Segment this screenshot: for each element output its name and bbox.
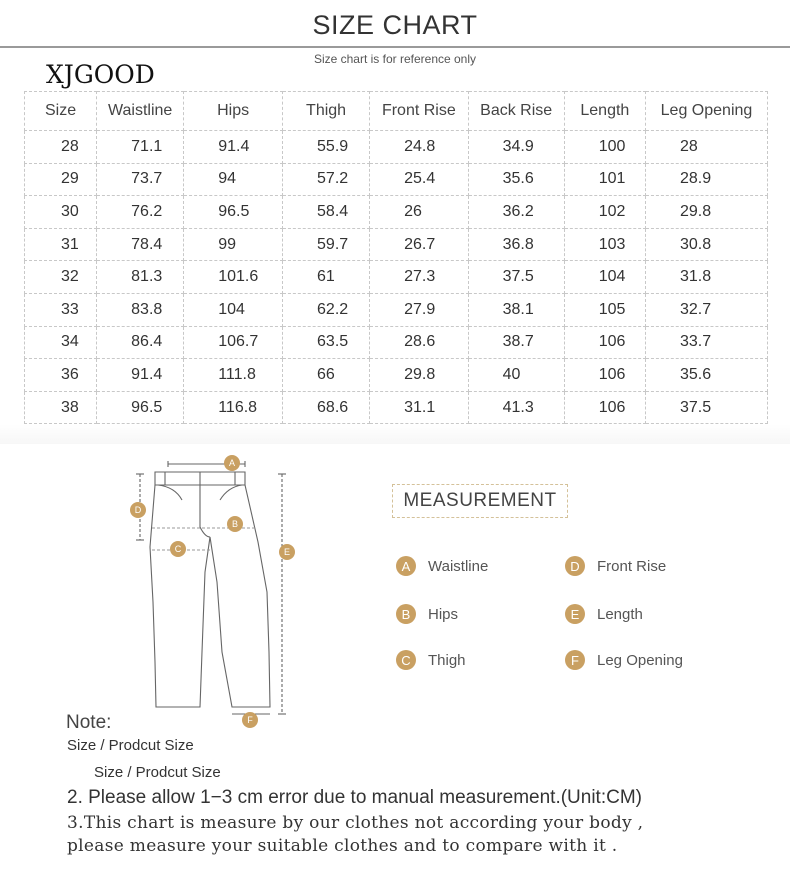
table-cell: 81.3 [97, 261, 184, 294]
table-cell: 99 [184, 228, 283, 261]
legend-marker-icon: F [565, 650, 585, 670]
table-cell: 59.7 [283, 228, 370, 261]
legend-item-leg-opening [565, 650, 683, 670]
table-row [25, 359, 768, 392]
legend-label: Thigh [428, 651, 466, 669]
table-cell: 24.8 [370, 131, 468, 164]
column-header: Thigh [283, 92, 370, 131]
legend-label: Front Rise [597, 557, 667, 575]
legend-label: Hips [428, 605, 459, 623]
table-cell: 57.2 [283, 163, 370, 196]
table-cell: 68.6 [283, 391, 370, 424]
table-cell: 73.7 [97, 163, 184, 196]
table-row [25, 326, 768, 359]
table-row [25, 391, 768, 424]
table-cell: 103 [564, 228, 645, 261]
note-measure-instruction: 3.This chart is measure by our clothes not according your body , [67, 813, 644, 833]
table-body [25, 131, 768, 424]
table-row [25, 293, 768, 326]
table-cell: 63.5 [283, 326, 370, 359]
column-header: Waistline [97, 92, 184, 131]
table-cell: 101 [564, 163, 645, 196]
table-cell: 36 [25, 359, 97, 392]
legend-marker-icon: E [565, 604, 585, 624]
table-cell: 33.7 [645, 326, 767, 359]
table-row [25, 228, 768, 261]
svg-text:E: E [283, 547, 291, 557]
brand-logo: XJGOOD [46, 60, 155, 89]
table-row [25, 131, 768, 164]
table-cell: 28.6 [370, 326, 468, 359]
table-cell: 78.4 [97, 228, 184, 261]
table-cell: 104 [184, 293, 283, 326]
column-header: Back Rise [468, 92, 564, 131]
table-cell: 28 [25, 131, 97, 164]
table-cell: 34.9 [468, 131, 564, 164]
table-cell: 38 [25, 391, 97, 424]
table-header-row [25, 92, 768, 131]
legend-item-hips [396, 604, 458, 624]
table-cell: 106 [564, 326, 645, 359]
trousers-diagram [120, 452, 320, 732]
legend-label: Waistline [428, 557, 489, 575]
table-cell: 27.9 [370, 293, 468, 326]
svg-text:B: B [231, 519, 239, 529]
table-cell: 104 [564, 261, 645, 294]
table-cell: 106.7 [184, 326, 283, 359]
legend-marker-icon: D [565, 556, 585, 576]
legend-item-front-rise [565, 556, 666, 576]
size-table [24, 91, 768, 424]
legend-marker-icon: B [396, 604, 416, 624]
legend-marker-icon: C [396, 650, 416, 670]
table-cell: 71.1 [97, 131, 184, 164]
table-cell: 31 [25, 228, 97, 261]
note-size-line-2: Size / Prodcut Size [94, 764, 221, 781]
table-cell: 34 [25, 326, 97, 359]
table-row [25, 196, 768, 229]
column-header: Hips [184, 92, 283, 131]
title-divider [0, 46, 790, 48]
table-cell: 102 [564, 196, 645, 229]
column-header: Length [564, 92, 645, 131]
note-label: Note: [66, 712, 112, 733]
note-compare-instruction: please measure your suitable clothes and to compare with it . [67, 836, 618, 856]
table-cell: 105 [564, 293, 645, 326]
table-row [25, 163, 768, 196]
legend-item-length [565, 604, 643, 624]
table-cell: 41.3 [468, 391, 564, 424]
table-cell: 106 [564, 391, 645, 424]
table-cell: 58.4 [283, 196, 370, 229]
column-header: Leg Opening [645, 92, 767, 131]
note-error-allowance: 2. Please allow 1−3 cm error due to manual measurement.(Unit:CM) [67, 787, 642, 808]
table-cell: 28.9 [645, 163, 767, 196]
table-cell: 76.2 [97, 196, 184, 229]
section-divider [0, 424, 790, 444]
table-cell: 32.7 [645, 293, 767, 326]
table-cell: 27.3 [370, 261, 468, 294]
column-header: Size [25, 92, 97, 131]
table-cell: 31.1 [370, 391, 468, 424]
trousers-outline [150, 485, 270, 707]
table-cell: 91.4 [184, 131, 283, 164]
legend-label: Length [597, 605, 643, 623]
legend-item-thigh [396, 650, 466, 670]
table-cell: 94 [184, 163, 283, 196]
table-cell: 30.8 [645, 228, 767, 261]
table-cell: 28 [645, 131, 767, 164]
table-cell: 30 [25, 196, 97, 229]
table-cell: 29 [25, 163, 97, 196]
table-cell: 106 [564, 359, 645, 392]
table-cell: 91.4 [97, 359, 184, 392]
svg-text:A: A [228, 458, 236, 468]
table-cell: 83.8 [97, 293, 184, 326]
table-cell: 38.7 [468, 326, 564, 359]
subtitle: Size chart is for reference only [313, 52, 477, 66]
legend-marker-icon: A [396, 556, 416, 576]
column-header: Front Rise [370, 92, 468, 131]
table-cell: 26.7 [370, 228, 468, 261]
table-cell: 101.6 [184, 261, 283, 294]
svg-text:F: F [247, 715, 253, 725]
table-cell: 61 [283, 261, 370, 294]
table-cell: 62.2 [283, 293, 370, 326]
table-cell: 116.8 [184, 391, 283, 424]
table-cell: 96.5 [184, 196, 283, 229]
table-cell: 32 [25, 261, 97, 294]
table-row [25, 261, 768, 294]
table-cell: 36.8 [468, 228, 564, 261]
legend-item-waistline [396, 556, 488, 576]
table-cell: 86.4 [97, 326, 184, 359]
svg-text:C: C [174, 544, 182, 554]
legend-label: Leg Opening [597, 651, 683, 669]
note-size-line-1: Size / Prodcut Size [67, 737, 194, 754]
table-cell: 38.1 [468, 293, 564, 326]
table-cell: 29.8 [645, 196, 767, 229]
table-cell: 31.8 [645, 261, 767, 294]
table-cell: 25.4 [370, 163, 468, 196]
table-cell: 55.9 [283, 131, 370, 164]
table-cell: 66 [283, 359, 370, 392]
table-cell: 40 [468, 359, 564, 392]
measurement-heading: MEASUREMENT [392, 484, 568, 518]
table-cell: 26 [370, 196, 468, 229]
table-cell: 37.5 [468, 261, 564, 294]
table-cell: 36.2 [468, 196, 564, 229]
table-cell: 35.6 [468, 163, 564, 196]
page-title: SIZE CHART [312, 10, 478, 40]
table-cell: 96.5 [97, 391, 184, 424]
table-cell: 33 [25, 293, 97, 326]
table-cell: 37.5 [645, 391, 767, 424]
table-cell: 100 [564, 131, 645, 164]
svg-text:D: D [134, 505, 142, 515]
table-cell: 35.6 [645, 359, 767, 392]
table-cell: 29.8 [370, 359, 468, 392]
table-cell: 111.8 [184, 359, 283, 392]
